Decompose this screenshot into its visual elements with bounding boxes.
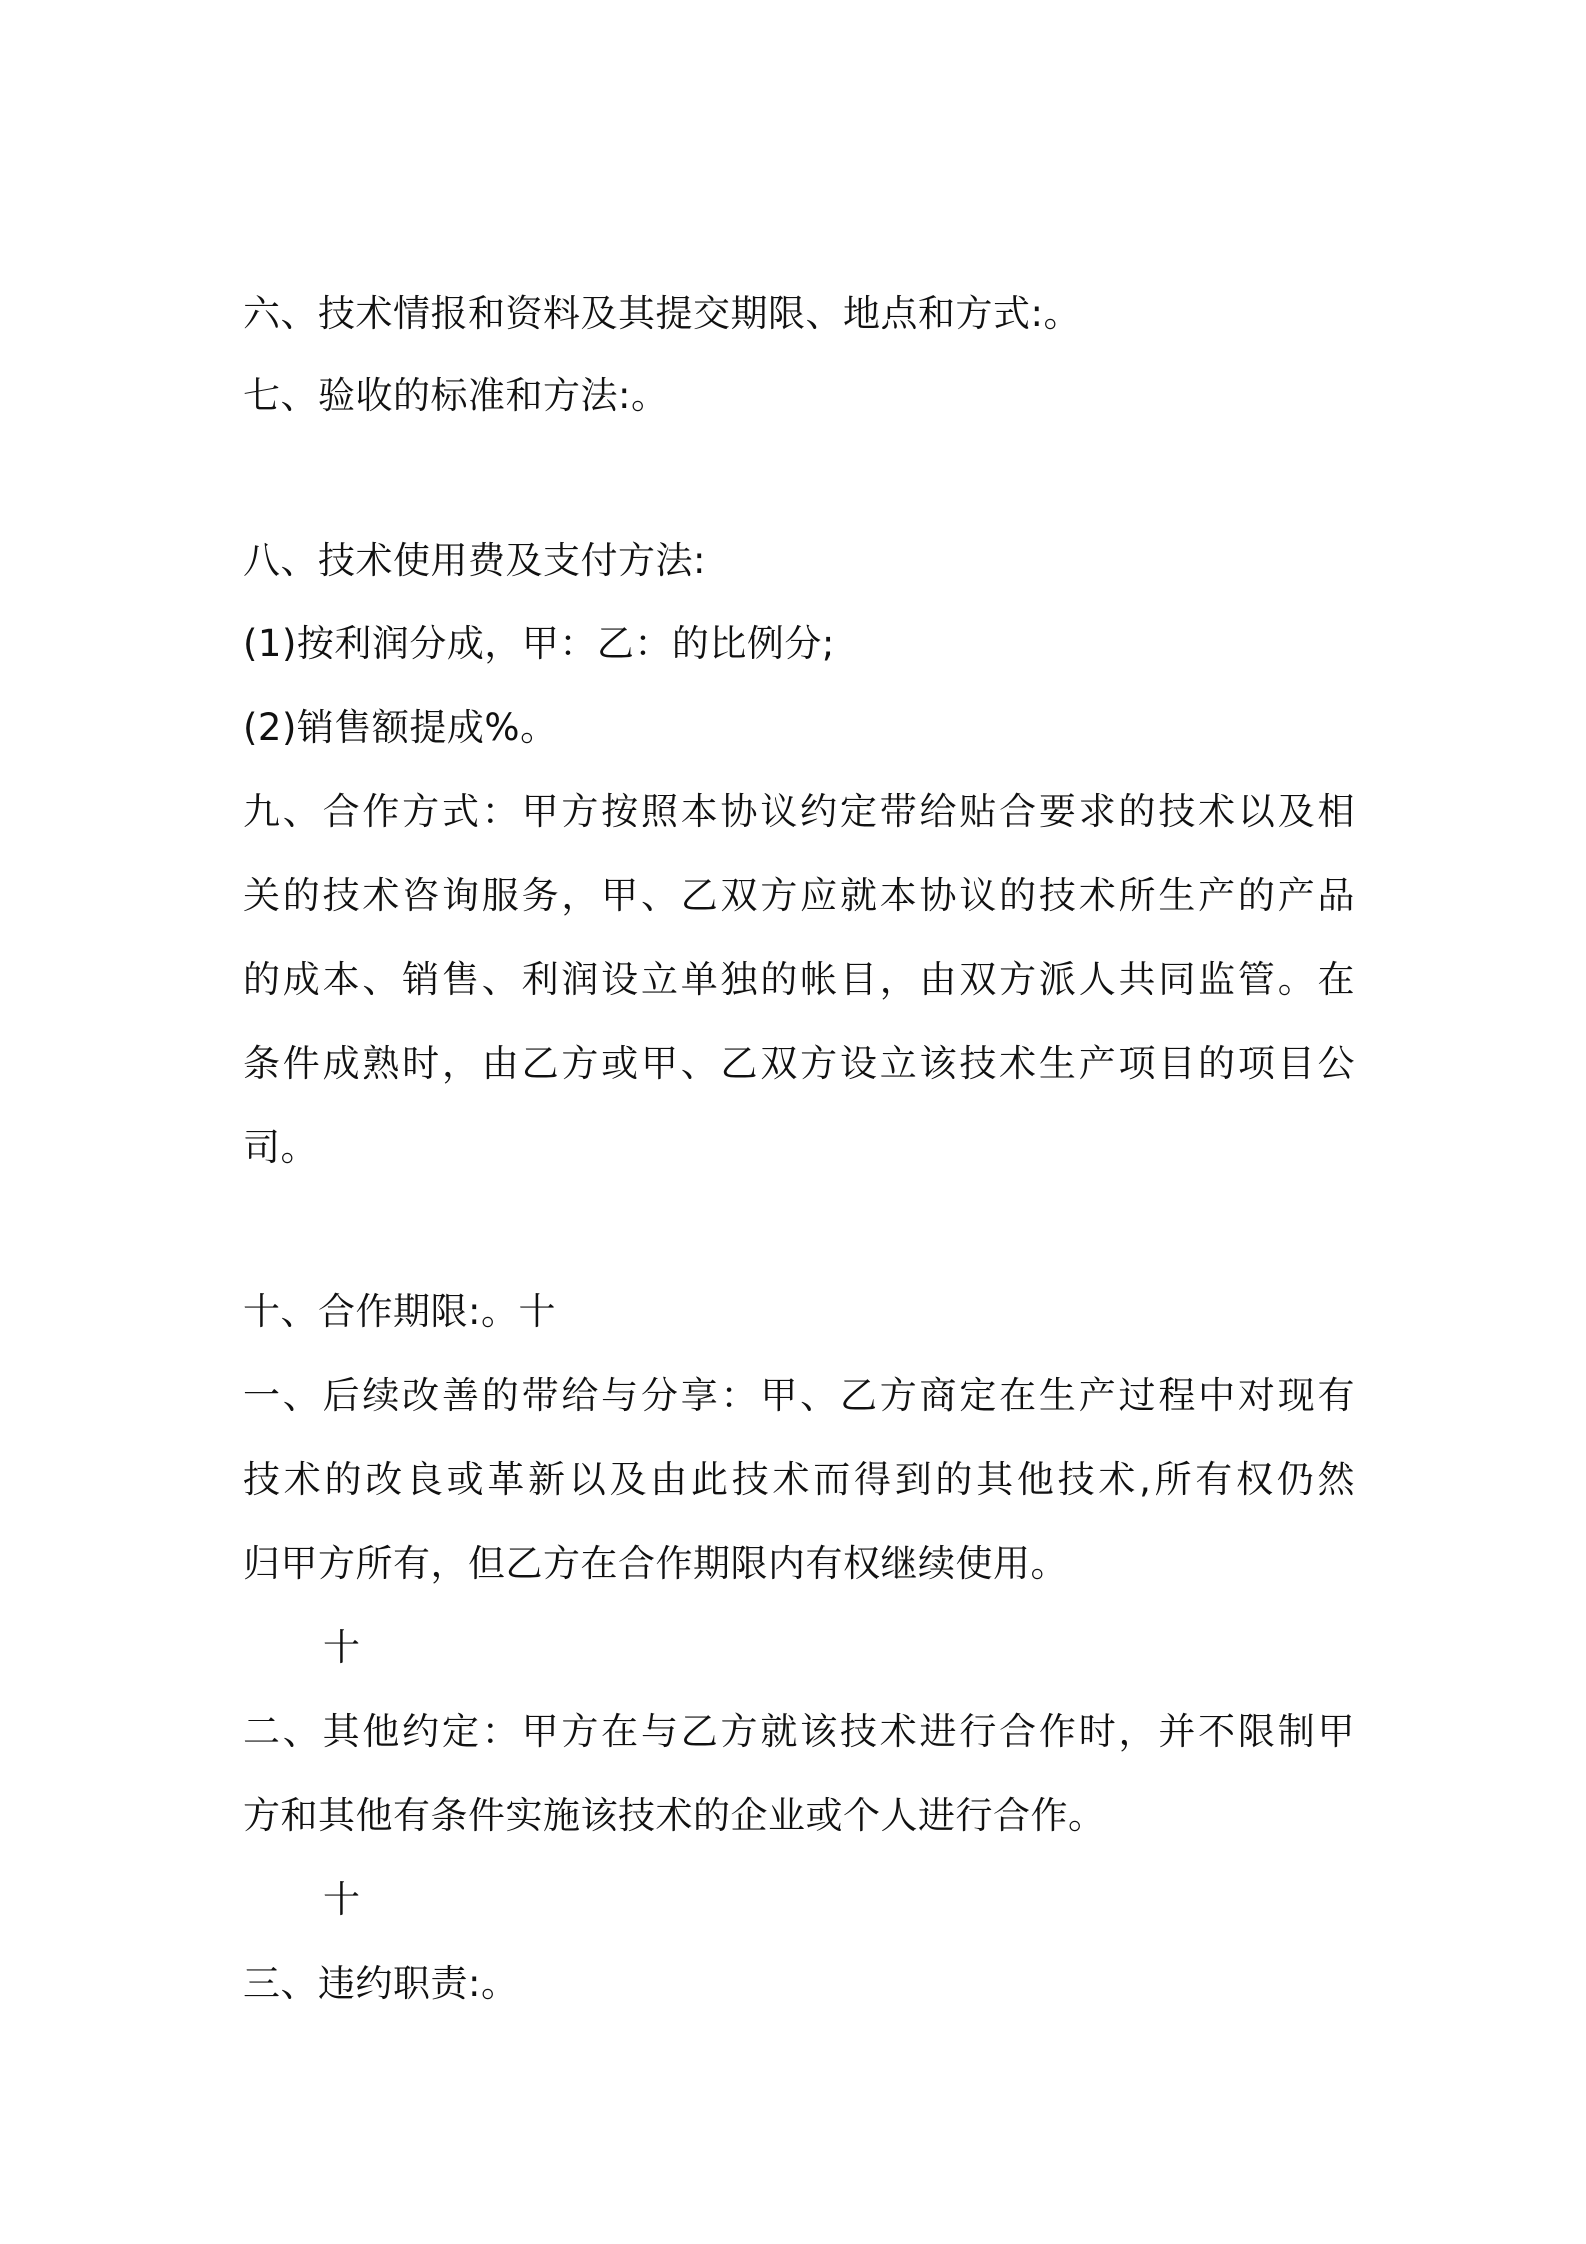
clause-12-line-2: 方和其他有条件实施该技术的企业或个人进行合作。 <box>243 1794 1106 1837</box>
clause-6: 六、技术情报和资料及其提交期限、地点和方式:。 <box>243 292 1081 335</box>
clause-9-line-1: 九、合作方式：甲方按照本协议约定带给贴合要求的技术以及相 <box>243 790 1355 833</box>
clause-7: 七、验收的标准和方法:。 <box>243 374 669 417</box>
clause-11-line-3: 归甲方所有，但乙方在合作期限内有权继续使用。 <box>243 1542 1068 1585</box>
clause-10: 十、合作期限:。十 <box>243 1290 556 1333</box>
clause-8-heading: 八、技术使用费及支付方法: <box>243 539 706 582</box>
clause-9-line-2: 关的技术咨询服务，甲、乙双方应就本协议的技术所生产的产品 <box>243 874 1355 917</box>
clause-9-line-5: 司。 <box>243 1126 318 1169</box>
clause-13: 三、违约职责:。 <box>243 1962 519 2005</box>
clause-13-number: 十 <box>323 1878 361 1921</box>
clause-9-line-3: 的成本、销售、利润设立单独的帐目，由双方派人共同监管。在 <box>243 958 1355 1001</box>
clause-9-line-4: 条件成熟时，由乙方或甲、乙双方设立该技术生产项目的项目公 <box>243 1042 1355 1085</box>
clause-11-line-2: 技术的改良或革新以及由此技术而得到的其他技术,所有权仍然 <box>243 1458 1355 1501</box>
clause-8-item-2: (2)销售额提成%。 <box>243 706 558 749</box>
clause-12-number: 十 <box>323 1626 361 1669</box>
clause-8-item-1: (1)按利润分成，甲：乙：的比例分; <box>243 622 835 665</box>
clause-12-line-1: 二、其他约定：甲方在与乙方就该技术进行合作时，并不限制甲 <box>243 1710 1355 1753</box>
clause-11-line-1: 一、后续改善的带给与分享：甲、乙方商定在生产过程中对现有 <box>243 1374 1355 1417</box>
